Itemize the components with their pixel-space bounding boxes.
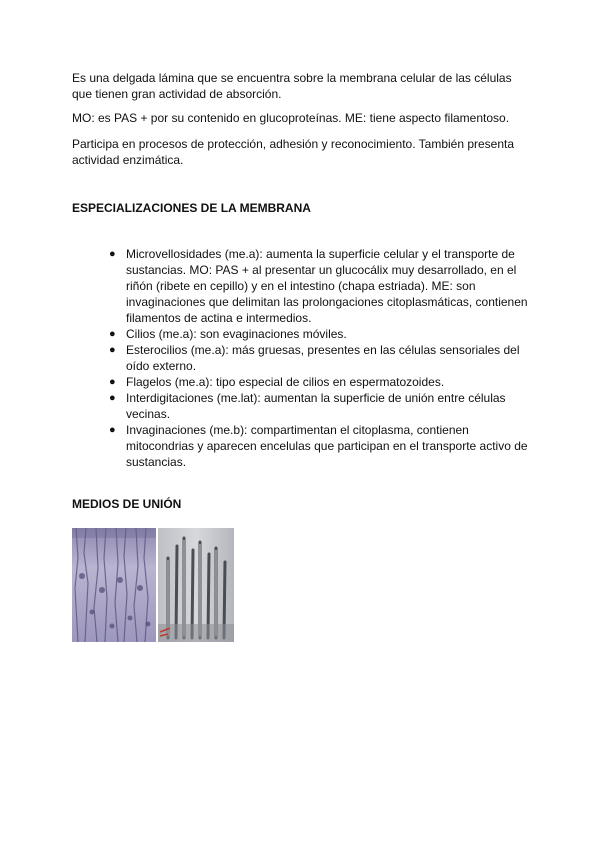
paragraph-function: Participa en procesos de protección, adhesión y reconocimiento. También presenta actividad enzimática. [72,137,515,167]
list-item [72,422,532,470]
list-item [72,342,532,374]
list-item [72,326,532,342]
electron-micrograph [158,528,234,642]
bullet-icon: ● [109,328,116,340]
list-item-text: Microvellosidades (me.a): aumenta la superficie celular y el transporte de sustancias. MO: PAS + al presentar un glucocálix muy desarrollado, en el riñón (ribete en cepillo) y en el intestino (chapa estriada). ME: son invaginaciones que delimitan las prolongaciones citoplasmáticas, contienen filamentos de actina e intermedios. [126,247,528,325]
bullet-icon: ● [109,344,116,356]
micrographs-figure [72,528,234,642]
bullet-icon: ● [109,392,116,404]
list-item-text: Flagelos (me.a): tipo especial de cilios en espermatozoides. [126,375,445,389]
paragraph-glucocalix-definition: Es una delgada lámina que se encuentra sobre la membrana celular de las células que tienen gran actividad de absorción. [72,71,512,101]
list-item-text: Invaginaciones (me.b): compartimentan el citoplasma, contienen mitocondrias y aparecen encelulas que participan en el transporte activo de sustancias. [126,423,528,469]
bullet-icon: ● [109,424,116,436]
list-item [72,246,532,326]
specializations-list [72,246,532,470]
paragraph-mo-me: MO: es PAS + por su contenido en glucoproteínas. ME: tiene aspecto filamentoso. [72,111,510,125]
micrograph-pair-image [72,528,234,642]
heading-medios-de-union: MEDIOS DE UNIÓN [72,497,182,511]
bullet-icon: ● [109,248,116,260]
list-item-text: Interdigitaciones (me.lat): aumentan la superficie de unión entre células vecinas. [126,391,506,421]
bullet-icon: ● [109,376,116,388]
heading-especializaciones: ESPECIALIZACIONES DE LA MEMBRANA [72,201,311,215]
list-item [72,374,532,390]
list-item-text: Cilios (me.a): son evaginaciones móviles. [126,327,347,341]
list-item [72,390,532,422]
light-micrograph [72,528,156,642]
list-item-text: Esterocilios (me.a): más gruesas, presentes en las células sensoriales del oído externo. [126,343,520,373]
